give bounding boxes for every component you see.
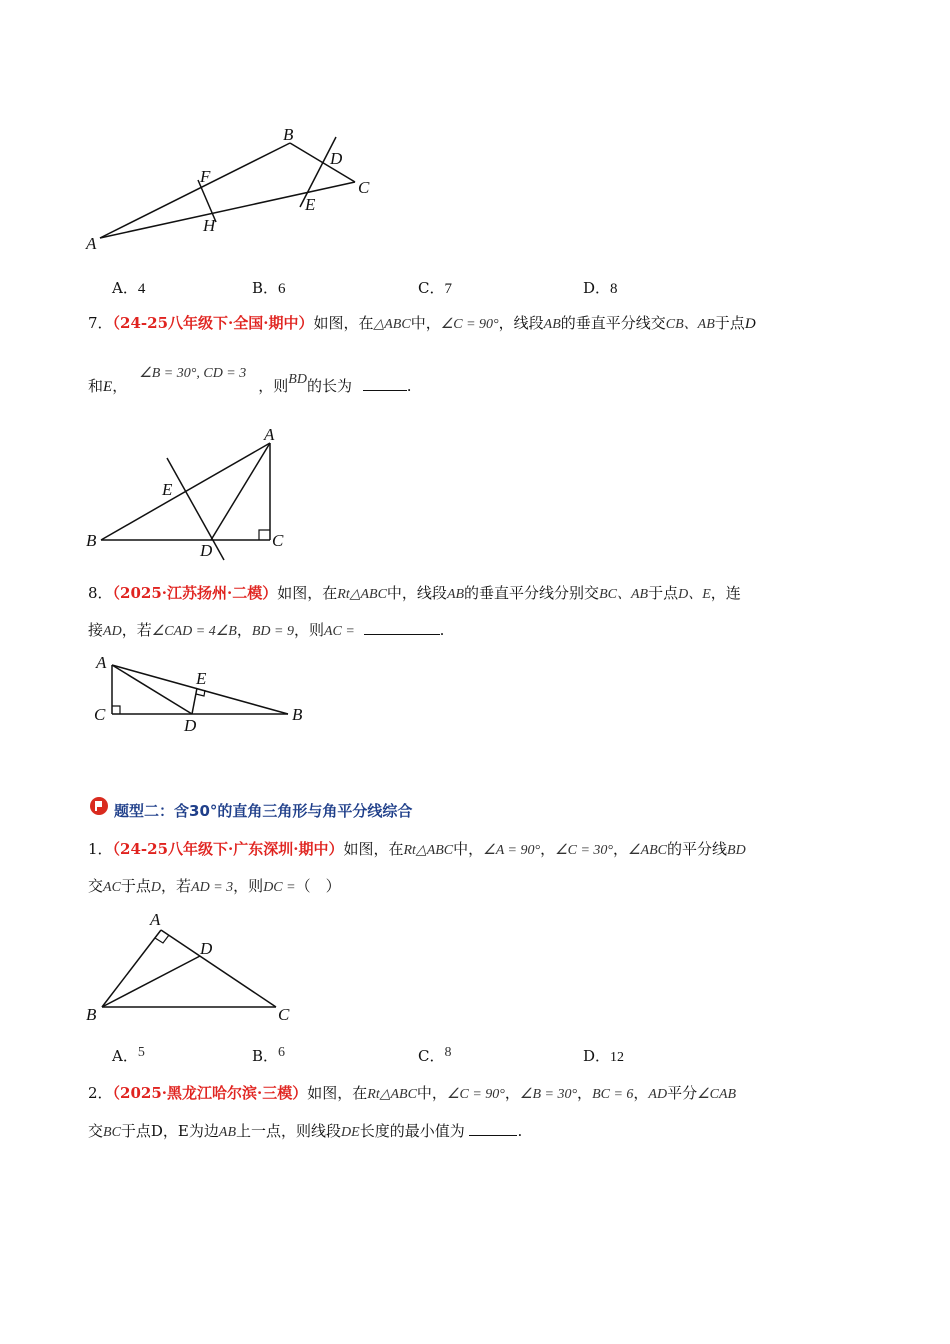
text: ，: [504, 1084, 520, 1102]
text: 如图，在: [307, 1084, 368, 1102]
question-number: 2．: [88, 1084, 113, 1102]
text: 于点: [120, 877, 151, 895]
text: 于点: [714, 314, 745, 332]
label-b: B: [86, 531, 97, 550]
text: ，: [633, 1084, 649, 1102]
s2q1-option-c[interactable]: [418, 1046, 451, 1068]
option-letter: C．: [418, 279, 445, 297]
label-d: D: [330, 149, 343, 168]
text: ，: [540, 840, 556, 858]
option-value: 12: [610, 1050, 625, 1065]
label-b: B: [283, 125, 294, 144]
question-source: （24-25八年级下·全国·期中）: [112, 314, 314, 332]
option-value: 4: [137, 281, 146, 297]
option-value: 6: [278, 281, 286, 297]
text: .: [517, 1122, 523, 1140]
math: ∠C = 30°: [555, 843, 614, 858]
math: BD: [727, 843, 746, 858]
side-ab: [102, 930, 161, 1007]
math: △ABC: [373, 317, 411, 332]
text: .: [406, 377, 412, 395]
question-number: 1．: [88, 840, 113, 858]
math: D: [150, 880, 162, 895]
text: ，: [236, 621, 252, 639]
text: 和: [88, 377, 104, 395]
answer-blank[interactable]: [469, 1121, 517, 1136]
text: 中，: [416, 1084, 447, 1102]
s2q1-option-a[interactable]: [112, 1046, 145, 1068]
section-title: 题型二：含30°的直角三角形与角平分线综合: [114, 802, 413, 820]
question-number: 8．: [88, 584, 113, 602]
text: ，: [577, 1084, 593, 1102]
text: 中，: [410, 314, 441, 332]
math: BD = 9: [251, 624, 294, 639]
math: BC = 6: [592, 1087, 634, 1102]
label-e: E: [162, 480, 173, 499]
math: ∠B = 30°, CD = 3: [139, 366, 247, 381]
option-letter: A．: [112, 1047, 138, 1065]
text: ，若: [161, 877, 192, 895]
question-source: （24-25八年级下·广东深圳·期中）: [112, 840, 344, 858]
option-letter: D．: [583, 279, 611, 297]
label-b: B: [292, 705, 303, 724]
text: ，则: [293, 621, 324, 639]
math: AC: [103, 880, 121, 895]
label-a: A: [86, 234, 97, 253]
option-letter: D．: [583, 1047, 611, 1065]
label-d: D: [200, 939, 213, 958]
text: E: [103, 379, 113, 395]
label-b: B: [86, 1005, 97, 1024]
label-a: A: [264, 425, 275, 444]
text: .: [439, 621, 445, 639]
math: AB: [543, 317, 561, 332]
option-letter: B．: [252, 1047, 279, 1065]
s2q1-option-d[interactable]: [583, 1046, 624, 1068]
text: 平分: [667, 1084, 698, 1102]
text: 的长为: [306, 377, 352, 395]
s2q2-line1: [88, 1083, 736, 1105]
label-c: C: [94, 705, 106, 724]
text: 长度的最小值为: [359, 1122, 465, 1140]
option-value: 8: [444, 1045, 452, 1060]
option-letter: A．: [112, 279, 138, 297]
label-c: C: [358, 178, 370, 197]
question-number: 7．: [88, 314, 113, 332]
text: 于点D，E为边: [120, 1122, 219, 1140]
text: ，若: [121, 621, 152, 639]
math: D、E: [678, 587, 711, 602]
math: DE: [341, 1125, 360, 1140]
math: ∠CAB: [697, 1087, 737, 1102]
math: ∠C = 90°: [446, 1087, 505, 1102]
math: Rt△ABC: [403, 843, 454, 858]
text: 交: [88, 877, 104, 895]
math: ∠A = 90°: [483, 843, 541, 858]
text: 上一点，则线段: [236, 1122, 342, 1140]
text: 中，线段: [386, 584, 447, 602]
label-a: A: [96, 653, 107, 672]
label-e: E: [196, 669, 207, 688]
option-value: 8: [610, 281, 618, 297]
text: 的垂直平分线分别交: [464, 584, 600, 602]
text: 如图，在: [343, 840, 404, 858]
label-e: E: [305, 195, 316, 214]
math: DC =: [263, 880, 296, 895]
text: 接: [88, 621, 104, 639]
option-value: 6: [278, 1045, 286, 1060]
label-d: D: [184, 716, 197, 735]
text: ，则: [233, 877, 264, 895]
math: Rt△ABC: [337, 587, 387, 602]
option-value: 7: [444, 281, 452, 297]
option-letter: C．: [418, 1047, 445, 1065]
option-letter: B．: [252, 279, 279, 297]
math: ∠CAD = 4∠B: [151, 624, 237, 639]
math: ∠ABC: [628, 843, 668, 858]
text: D: [744, 316, 756, 332]
label-a: A: [150, 910, 161, 929]
s2q2-line2: [88, 1121, 522, 1143]
label-f: F: [200, 167, 211, 186]
s2q1-option-b[interactable]: [252, 1046, 285, 1068]
text: ，: [613, 840, 629, 858]
math: BC: [103, 1125, 121, 1140]
label-h: H: [203, 216, 216, 235]
math: AB: [446, 587, 465, 602]
label-c: C: [272, 531, 284, 550]
math: AD: [103, 624, 122, 639]
option-value: 5: [137, 1045, 145, 1060]
math: ∠B = 30°: [519, 1087, 578, 1102]
math: ∠C = 90°: [440, 317, 499, 332]
label-d: D: [200, 541, 213, 560]
math: BD: [288, 372, 307, 387]
math: Rt△ABC: [367, 1087, 417, 1102]
segment-bd: [102, 956, 200, 1007]
text: ，则: [258, 377, 289, 395]
text: 交: [88, 1122, 104, 1140]
text: ，线段: [498, 314, 544, 332]
question-source: （2025·黑龙江哈尔滨·三模）: [112, 1084, 308, 1102]
text: 的垂直平分线交: [560, 314, 666, 332]
text: 如图，在: [313, 314, 374, 332]
text: ，: [112, 377, 128, 395]
side-ac: [161, 930, 276, 1007]
text: （ ）: [295, 877, 341, 895]
math: AB: [218, 1125, 236, 1140]
math: AC =: [323, 624, 355, 639]
label-c: C: [278, 1005, 290, 1024]
question-source: （2025·江苏扬州·二模）: [112, 584, 278, 602]
text: 中，: [453, 840, 484, 858]
math: AD = 3: [191, 880, 234, 895]
text: 如图，在: [277, 584, 338, 602]
math: CB、AB: [665, 317, 715, 332]
text: 于点: [648, 584, 679, 602]
text: ，连: [710, 584, 741, 602]
math: BC、AB: [599, 587, 649, 602]
text: 的平分线: [667, 840, 728, 858]
math: AD: [648, 1087, 668, 1102]
